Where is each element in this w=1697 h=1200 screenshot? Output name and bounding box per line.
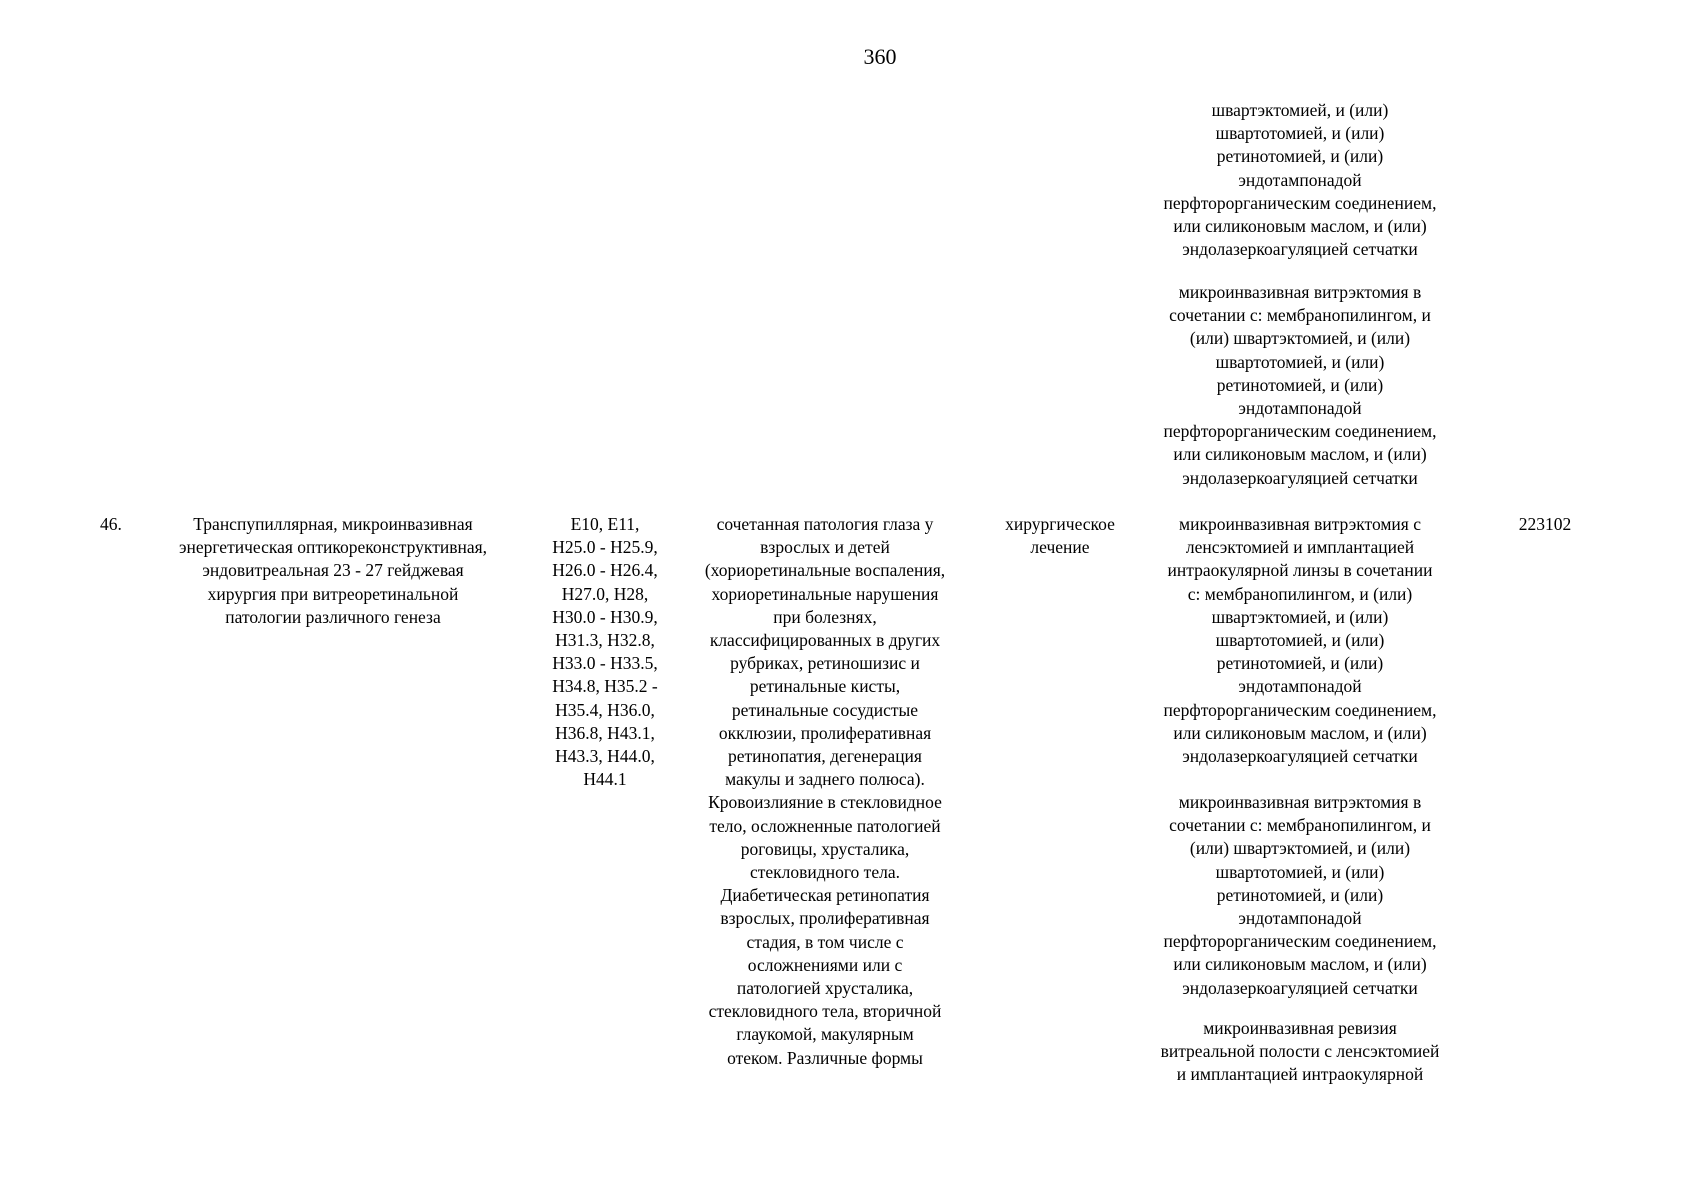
treatment-type: хирургическое лечение <box>1005 514 1115 558</box>
continued-method-1: швартэктомией, и (или) швартотомией, и (или) ретинотомией, и (или) эндотампонадой перфторорганическим соединением, или силиконовым маслом, и (или) эндолазеркоагуляцией сетчатки <box>1163 100 1437 260</box>
treatment-method-3: микроинвазивная ревизия витреальной полости с ленсэктомией и имплантацией интраокулярной <box>1160 1018 1440 1085</box>
patient-model: сочетанная патология глаза у взрослых и детей (хориоретинальные воспаления, хориоретинальные нарушения при болезнях, классифицированных в других рубриках, ретиношизис и ретинальные кисты, ретинальные сосудистые окклюзии, пролиферативная ретинопатия, дегенерация макулы и заднего полюса). Кровоизлияние в стекловидное тело, осложненные патологией роговицы, хрусталика, стекловидного тела. Диабетическая ретинопатия взрослых, пролиферативная стадия, в том числе с осложнениями или с патологией хрусталика, стекловидного тела, вторичной глаукомой, макулярным отеком. Различные формы <box>704 514 946 1068</box>
intervention-name: Транспупиллярная, микроинвазивная энергетическая оптикореконструктивная, эндовитреальная 23 - 27 гейджевая хирургия при витреоретинальной патологии различного генеза <box>178 514 488 627</box>
treatment-method-1: микроинвазивная витрэктомия с ленсэктомией и имплантацией интраокулярной линзы в сочетании с: мембранопилингом, и (или) швартэктомией, и (или) швартотомией, и (или) ретинотомией, и (или) эндотампонадой перфторорганическим соединением, или силиконовым маслом, и (или) эндолазеркоагуляцией сетчатки <box>1163 514 1437 767</box>
icd-codes: E10, E11, H25.0 - H25.9, H26.0 - H26.4, H27.0, H28, H30.0 - H30.9, H31.3, H32.8, H33.0 - H33.5, H34.8, H35.2 - H35.4, H36.0, H36.8, H43.1, H43.3, H44.0, H44.1 <box>552 514 658 790</box>
page-number: 360 <box>863 44 897 69</box>
treatment-method-2: микроинвазивная витрэктомия в сочетании с: мембранопилингом, и (или) швартэктомией, и (или) швартотомией, и (или) ретинотомией, и (или) эндотампонадой перфторорганическим соединением, или силиконовым маслом, и (или) эндолазеркоагуляцией сетчатки <box>1163 792 1437 998</box>
cost-value: 223102 <box>1518 514 1572 534</box>
row-number: 46. <box>100 514 122 534</box>
continued-method-2: микроинвазивная витрэктомия в сочетании с: мембранопилингом, и (или) швартэктомией, и (или) швартотомией, и (или) ретинотомией, и (или) эндотампонадой перфторорганическим соединением, или силиконовым маслом, и (или) эндолазеркоагуляцией сетчатки <box>1163 282 1437 488</box>
